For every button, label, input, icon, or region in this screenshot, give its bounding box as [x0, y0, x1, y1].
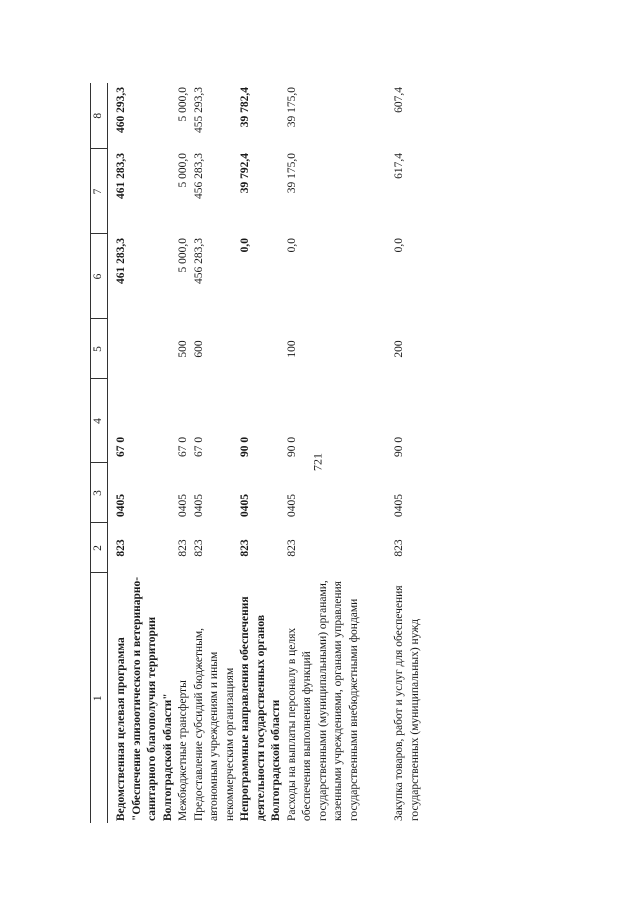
row-code-section: 0405	[393, 494, 406, 517]
row-value-1: 0,0	[393, 238, 406, 253]
row-name: Межбюджетные трансферты	[177, 680, 190, 821]
row-code-type: 600	[192, 340, 205, 358]
row-value-1: 0,0	[285, 238, 298, 253]
row-code-section: 0405	[192, 494, 205, 517]
row-name: Расходы на выплаты персоналу в целях обеспечения выполнения функций государственными (муниципальными) органами, казенными учреждениями, органами управления государственными внебюджетными фондами	[285, 580, 360, 821]
row-name: Непрограммные направления обеспечения деятельности государственных органов Волгоградской области	[239, 596, 283, 821]
row-code-section: 0405	[285, 494, 298, 517]
row-value-2: 39 175,0	[285, 153, 298, 194]
table-row	[362, 83, 423, 823]
row-value-2: 617,4	[393, 153, 406, 179]
row-code-ministry: 823	[177, 539, 190, 557]
table-row	[285, 83, 363, 823]
row-name: Закупка товаров, работ и услуг для обеспечения государственных (муниципальных) нужд	[393, 585, 421, 821]
row-value-3: 5 000,0	[177, 87, 190, 122]
row-code-target: 90 0	[285, 436, 298, 457]
row-code-section: 0405	[115, 494, 127, 517]
row-value-3: 460 293,3	[115, 87, 127, 133]
row-code-section: 0405	[177, 494, 190, 517]
table-row	[176, 83, 192, 823]
row-code-ministry: 823	[285, 539, 298, 557]
row-code-ministry: 823	[239, 539, 252, 557]
row-value-2: 5 000,0	[177, 153, 190, 188]
header-col-1: 1	[91, 573, 108, 823]
row-code-type	[108, 319, 177, 379]
row-value-1: 461 283,3	[115, 238, 127, 284]
row-code-ministry: 823	[393, 539, 406, 557]
header-col-7: 7	[91, 149, 108, 234]
table-row	[192, 83, 239, 823]
row-code-type: 100	[285, 340, 298, 358]
row-code-target: 67 0	[115, 436, 127, 457]
row-value-2: 39 792,4	[239, 153, 252, 194]
header-col-3: 3	[91, 463, 108, 523]
table-row	[238, 83, 285, 823]
row-value-1: 456 283,3	[192, 238, 205, 284]
row-code-type	[238, 319, 285, 379]
row-value-1: 0,0	[239, 238, 252, 253]
header-col-4: 4	[91, 379, 108, 463]
row-code-ministry: 823	[115, 539, 127, 557]
row-code-ministry: 823	[192, 539, 205, 557]
budget-table	[90, 83, 423, 823]
table-row	[108, 83, 177, 823]
row-code-type: 200	[393, 340, 406, 358]
header-col-2: 2	[91, 523, 108, 573]
row-value-3: 607,4	[393, 87, 406, 113]
header-col-8: 8	[91, 83, 108, 149]
row-code-target: 90 0	[239, 436, 252, 457]
row-name: Ведомственная целевая программа "Обеспечение эпизоотического и ветеринарно-санитарного благополучия территории Волгоградской области"	[115, 576, 174, 821]
row-value-3: 455 293,3	[192, 87, 205, 133]
row-code-type: 500	[177, 340, 190, 358]
row-code-target: 67 0	[192, 436, 205, 457]
row-value-3: 39 175,0	[285, 87, 298, 128]
table-header-row	[91, 83, 108, 823]
row-code-section: 0405	[239, 494, 252, 517]
row-value-3: 39 782,4	[239, 87, 252, 128]
row-code-target: 67 0	[177, 436, 190, 457]
header-col-6: 6	[91, 234, 108, 319]
row-value-2: 456 283,3	[192, 153, 205, 199]
row-value-1: 5 000,0	[177, 238, 190, 273]
row-code-target: 90 0	[393, 436, 406, 457]
page-number: 721	[310, 453, 325, 471]
row-value-2: 461 283,3	[115, 153, 127, 199]
header-col-5: 5	[91, 319, 108, 379]
row-name: Предоставление субсидий бюджетным, автономным учреждениям и иным некоммерческим организациям	[192, 627, 236, 821]
